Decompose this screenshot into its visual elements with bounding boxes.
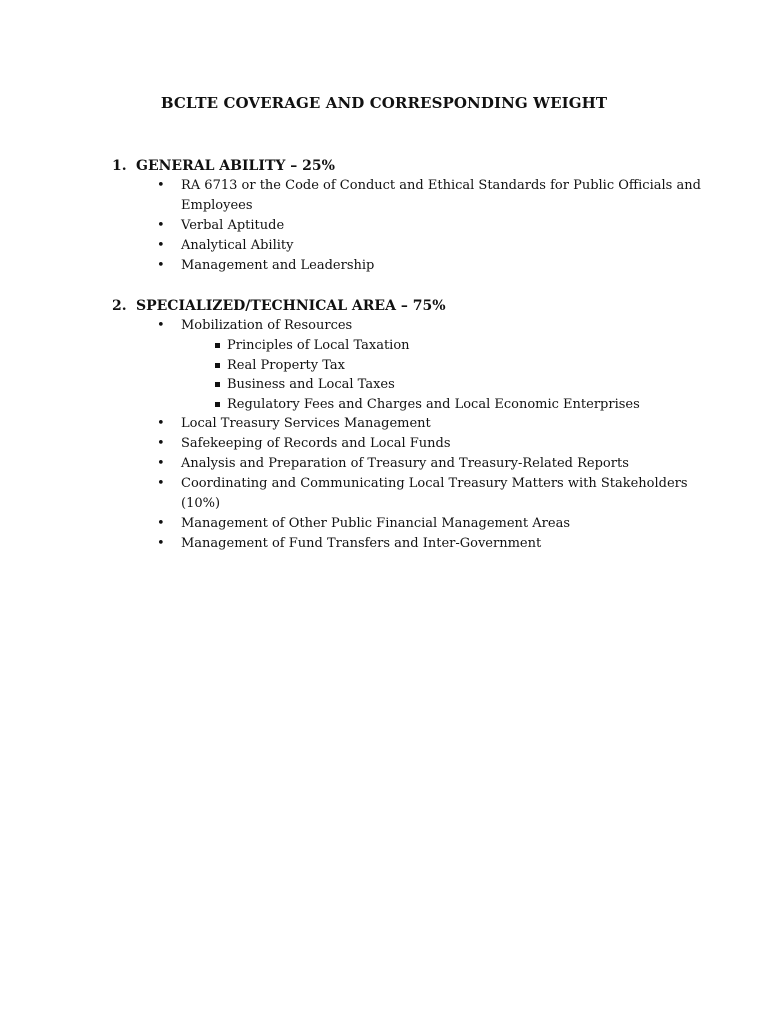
section-heading — [112, 296, 712, 316]
square-bullet-icon — [215, 363, 220, 368]
list-item-text: Mobilization of Resources — [181, 318, 353, 333]
list-item-text: Management of Other Public Financial Management Areas — [181, 516, 571, 531]
section-specialized-technical-area — [112, 296, 712, 554]
list-item — [112, 434, 712, 454]
list-item — [112, 236, 712, 256]
list-item-text: Management of Fund Transfers and Inter-Government — [181, 536, 542, 551]
list-item — [112, 216, 712, 236]
list-item-text: Coordinating and Communicating Local Treasury Matters with Stakeholders (10%) — [181, 476, 688, 511]
list-item — [112, 514, 712, 534]
list-item-text: Analytical Ability — [181, 238, 294, 253]
bullet-icon: • — [157, 416, 165, 431]
section-number: 1. — [112, 158, 127, 174]
sub-list-item — [181, 395, 712, 415]
section-title: GENERAL ABILITY – 25% — [136, 158, 335, 174]
sub-list-item-text: Principles of Local Taxation — [227, 338, 410, 353]
list-item — [112, 454, 712, 474]
list-item-text: Local Treasury Services Management — [181, 416, 431, 431]
list-item — [112, 414, 712, 434]
list-item-text: Safekeeping of Records and Local Funds — [181, 436, 451, 451]
bullet-icon: • — [157, 456, 165, 471]
sub-list-item-text: Business and Local Taxes — [227, 377, 395, 392]
sub-list-item — [181, 375, 712, 395]
bullet-list — [112, 176, 712, 276]
section-general-ability — [112, 156, 712, 276]
bullet-icon: • — [157, 536, 165, 551]
sub-list-item — [181, 336, 712, 356]
bullet-icon: • — [157, 238, 165, 253]
sub-list-item-text: Regulatory Fees and Charges and Local Economic Enterprises — [227, 396, 640, 412]
bullet-icon: • — [157, 476, 165, 491]
bullet-icon: • — [157, 258, 165, 273]
list-item-text: Analysis and Preparation of Treasury and Treasury-Related Reports — [181, 456, 629, 471]
sub-list-item-text: Real Property Tax — [227, 357, 345, 373]
list-item — [112, 316, 712, 414]
bullet-icon: • — [157, 218, 165, 233]
section-heading — [112, 156, 712, 176]
bullet-icon: • — [157, 318, 165, 333]
list-item-text: Management and Leadership — [181, 258, 375, 273]
square-bullet-icon — [215, 382, 220, 387]
list-item-text: RA 6713 or the Code of Conduct and Ethical Standards for Public Officials and Employees — [181, 178, 701, 213]
sub-list-item — [181, 356, 712, 376]
section-number: 2. — [112, 298, 127, 314]
bullet-list — [112, 316, 712, 554]
list-item — [112, 176, 712, 216]
list-item-text: Verbal Aptitude — [181, 218, 285, 233]
section-title: SPECIALIZED/TECHNICAL AREA – 75% — [136, 298, 446, 314]
bullet-icon: • — [157, 516, 165, 531]
list-item — [112, 256, 712, 276]
list-item — [112, 534, 712, 554]
square-bullet-icon — [215, 402, 220, 407]
list-item — [112, 474, 712, 514]
bullet-icon: • — [157, 436, 165, 451]
square-bullet-icon — [215, 343, 220, 348]
bullet-icon: • — [157, 178, 165, 193]
sub-list — [181, 336, 712, 414]
document-title: BCLTE COVERAGE AND CORRESPONDING WEIGHT — [160, 94, 608, 112]
